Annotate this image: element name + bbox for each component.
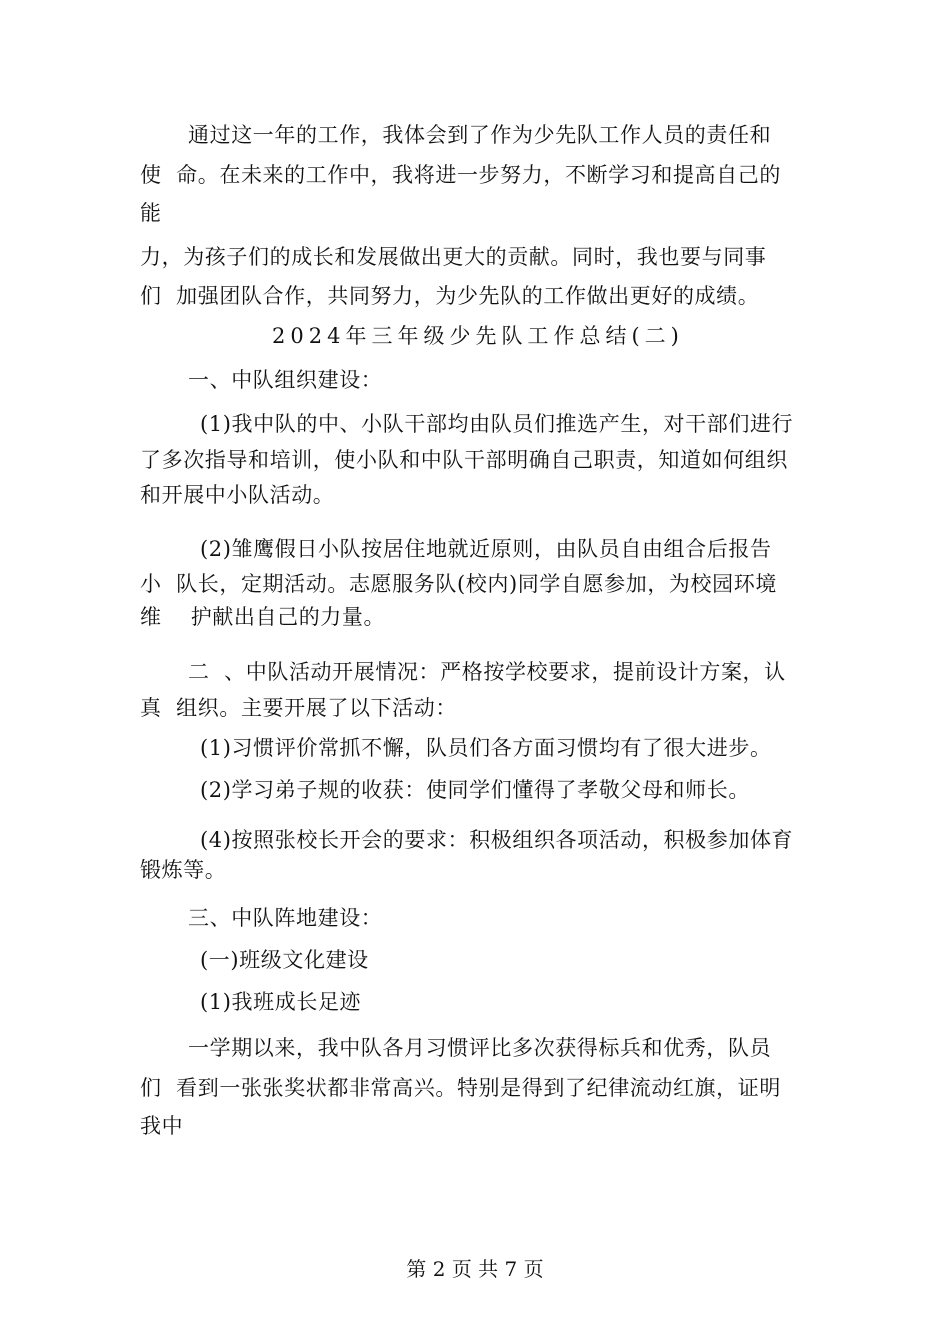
paragraph-line: 能 [140, 201, 162, 225]
paragraph-line: 力，为孩子们的成长和发展做出更大的贡献。同时，我也要与同事 [140, 245, 767, 269]
paragraph-line: 使 命。在未来的工作中，我将进一步努力，不断学习和提高自己的 [140, 163, 781, 187]
paragraph-line: 小 队长，定期活动。志愿服务队(校内)同学自愿参加，为校园环境 [140, 572, 777, 596]
section-heading: 一、中队组织建设： [188, 368, 383, 392]
section-heading: 二 、中队活动开展情况：严格按学校要求，提前设计方案，认 [188, 660, 786, 684]
subsection-heading: (1)我班成长足迹 [200, 990, 362, 1014]
paragraph-line: 维 护献出自己的力量。 [140, 605, 386, 629]
paragraph-line: 们 加强团队合作，共同努力，为少先队的工作做出更好的成绩。 [140, 284, 760, 308]
paragraph-line: 真 组织。主要开展了以下活动： [140, 696, 457, 720]
paragraph-line: 了多次指导和培训，使小队和中队干部明确自己职责，知道如何组织 [140, 448, 788, 472]
paragraph-line: 锻炼等。 [140, 858, 227, 882]
list-item: (2)学习弟子规的收获：使同学们懂得了孝敬父母和师长。 [200, 778, 750, 802]
paragraph-line: 们 看到一张张奖状都非常高兴。特别是得到了纪律流动红旗，证明 [140, 1076, 781, 1100]
list-item: (4)按照张校长开会的要求：积极组织各项活动，积极参加体育 [200, 828, 794, 852]
paragraph-line: 和开展中小队活动。 [140, 483, 335, 507]
paragraph-line: 我中 [140, 1114, 184, 1138]
list-item: (1)习惯评价常抓不懈，队员们各方面习惯均有了很大进步。 [200, 736, 772, 760]
paragraph-line: 通过这一年的工作，我体会到了作为少先队工作人员的责任和 [188, 123, 772, 147]
section-heading: 三、中队阵地建设： [188, 906, 383, 930]
paragraph-line: 一学期以来，我中队各月习惯评比多次获得标兵和优秀，队员 [188, 1036, 772, 1060]
paragraph-line: (2)雏鹰假日小队按居住地就近原则，由队员自由组合后报告 [200, 537, 772, 561]
section-title: 2024年三年级少先队工作总结(二) [272, 324, 684, 348]
paragraph-line: (1)我中队的中、小队干部均由队员们推选产生，对干部们进行 [200, 412, 794, 436]
subsection-heading: (一)班级文化建设 [200, 948, 369, 972]
page-number-footer: 第 2 页 共 7 页 [406, 1257, 544, 1281]
